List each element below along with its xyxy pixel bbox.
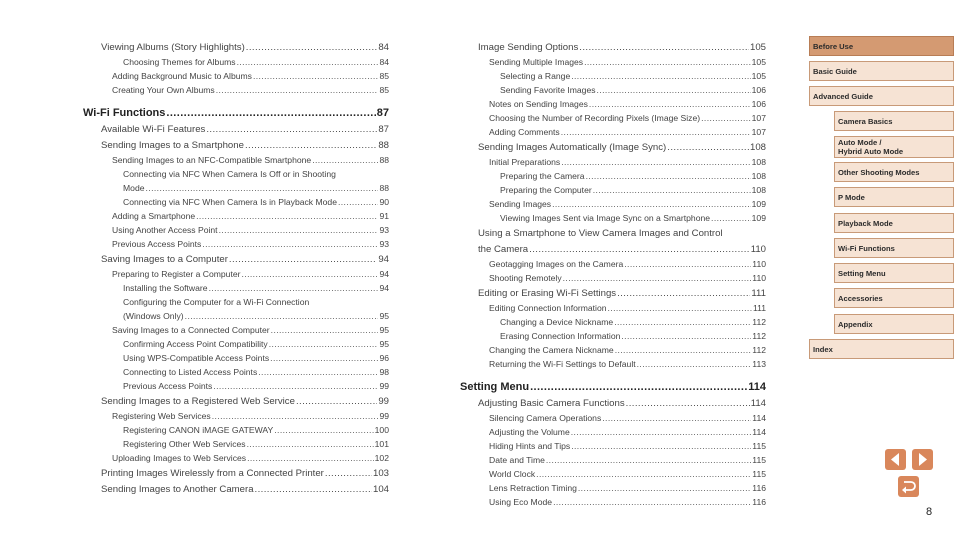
toc-page-number: 108	[749, 142, 766, 153]
toc-entry[interactable]	[83, 337, 389, 351]
toc-leader-dots	[571, 439, 751, 453]
toc-page-number: 95	[379, 311, 389, 321]
toc-entry-title: Selecting a Range	[500, 71, 571, 81]
toc-leader-dots	[561, 125, 751, 139]
toc-entry[interactable]	[460, 315, 766, 329]
toc-entry-title: Lens Retraction Timing	[489, 483, 577, 493]
nav-label: P Mode	[838, 192, 865, 202]
toc-entry[interactable]	[83, 83, 389, 97]
toc-entry-title: Uploading Images to Web Services	[112, 453, 247, 463]
toc-entry[interactable]	[460, 357, 766, 371]
toc-page-number: 106	[751, 99, 766, 109]
toc-leader-dots	[602, 411, 751, 425]
toc-entry[interactable]	[460, 125, 766, 139]
toc-entry-title: Printing Images Wirelessly from a Connected Printer	[101, 468, 324, 479]
toc-entry-title: Sending Images to a Registered Web Service	[101, 396, 295, 407]
toc-leader-dots	[667, 141, 749, 155]
toc-leader-dots	[166, 105, 375, 121]
toc-page-number: 95	[379, 325, 389, 335]
toc-entry[interactable]	[460, 139, 766, 155]
toc-entry-title: Configuring the Computer for a Wi-Fi Connection	[123, 297, 310, 307]
toc-entry[interactable]	[460, 83, 766, 97]
toc-entry[interactable]	[460, 241, 766, 257]
toc-entry-title: Installing the Software	[123, 283, 208, 293]
toc-entry[interactable]	[83, 121, 389, 137]
nav-auto-mode[interactable]	[834, 136, 954, 158]
toc-entry[interactable]	[83, 409, 389, 423]
nav-label: Basic Guide	[813, 66, 857, 76]
toc-page-number: 85	[379, 85, 389, 95]
toc-entry-title: Adjusting Basic Camera Functions	[478, 398, 625, 409]
toc-page-number: 115	[752, 455, 766, 465]
toc-entry[interactable]	[83, 423, 389, 437]
toc-entry[interactable]	[83, 309, 389, 323]
toc-entry-title: Preparing to Register a Computer	[112, 269, 241, 279]
toc-page-number: 115	[752, 441, 766, 451]
toc-entry-title: Mode	[123, 183, 145, 193]
toc-page-number: 94	[379, 283, 389, 293]
toc-entry[interactable]	[83, 209, 389, 223]
toc-entry[interactable]	[460, 343, 766, 357]
toc-leader-dots	[589, 97, 751, 111]
toc-leader-dots	[621, 329, 751, 343]
toc-entry[interactable]	[83, 481, 389, 497]
toc-leader-dots	[271, 323, 379, 337]
toc-entry[interactable]	[460, 395, 766, 411]
toc-entry-title: Setting Menu	[460, 381, 530, 393]
toc-entry-title: Date and Time	[489, 455, 545, 465]
toc-entry[interactable]	[460, 39, 766, 55]
toc-entry-title: Viewing Images Sent via Image Sync on a Smartphone	[500, 213, 711, 223]
toc-page-number: 88	[379, 155, 389, 165]
toc-page-number: 114	[750, 398, 766, 409]
toc-page-number: 102	[374, 453, 389, 463]
toc-leader-dots	[246, 41, 378, 55]
toc-page-number: 87	[378, 124, 389, 135]
toc-page-number: 104	[372, 484, 389, 495]
toc-entry-title: Creating Your Own Albums	[112, 85, 215, 95]
nav-accessories[interactable]	[834, 288, 954, 308]
toc-page-number: 101	[374, 439, 389, 449]
toc-entry[interactable]	[83, 379, 389, 393]
toc-entry[interactable]	[460, 197, 766, 211]
arrow-left-icon	[885, 449, 906, 470]
toc-entry-title: Silencing Camera Operations	[489, 413, 602, 423]
toc-leader-dots	[626, 397, 750, 411]
toc-entry[interactable]	[83, 465, 389, 481]
toc-page-number: 93	[379, 225, 389, 235]
toc-entry-title: Sending Images	[489, 199, 552, 209]
toc-entry-title: Returning the Wi-Fi Settings to Default	[489, 359, 636, 369]
toc-entry-title: Registering CANON iMAGE GATEWAY	[123, 425, 274, 435]
toc-page-number: 108	[751, 171, 766, 181]
toc-page-number: 112	[752, 317, 766, 327]
toc-entry[interactable]	[83, 323, 389, 337]
toc-entry[interactable]	[460, 97, 766, 111]
toc-entry[interactable]	[83, 351, 389, 365]
toc-leader-dots	[579, 41, 749, 55]
toc-leader-dots	[255, 483, 372, 497]
nav-label: Accessories	[838, 293, 883, 303]
toc-leader-dots	[614, 315, 751, 329]
toc-page-number: 112	[752, 345, 766, 355]
toc-leader-dots	[571, 425, 752, 439]
toc-entry-title: Using WPS-Compatible Access Points	[123, 353, 270, 363]
toc-entry[interactable]	[83, 55, 389, 69]
nav-label: Wi-Fi Functions	[838, 243, 895, 253]
toc-page-number: 91	[379, 211, 389, 221]
nav-wifi-functions[interactable]	[834, 238, 954, 258]
nav-label: Playback Mode	[838, 218, 893, 228]
toc-entry-title: Using a Smartphone to View Camera Images and Control	[478, 228, 723, 239]
toc-entry-title: Connecting via NFC When Camera Is Off or in Shooting	[123, 169, 336, 179]
toc-entry-title: Changing the Camera Nickname	[489, 345, 614, 355]
toc-page-number: 116	[752, 497, 766, 507]
toc-page-number: 87	[376, 107, 389, 119]
toc-entry-title: Editing or Erasing Wi-Fi Settings	[478, 288, 617, 299]
toc-left-column	[83, 39, 389, 497]
toc-entry[interactable]	[83, 69, 389, 83]
toc-leader-dots	[216, 83, 379, 97]
toc-entry-title: Changing a Device Nickname	[500, 317, 614, 327]
toc-leader-dots	[578, 481, 751, 495]
toc-entry-title: Editing Connection Information	[489, 303, 607, 313]
nav-before-use[interactable]	[809, 36, 954, 56]
toc-entry-title: Registering Other Web Services	[123, 439, 246, 449]
toc-page-number: 109	[751, 213, 766, 223]
toc-leader-dots	[146, 181, 379, 195]
toc-entry-title: Using Another Access Point	[112, 225, 218, 235]
toc-leader-dots	[196, 209, 378, 223]
toc-entry-title: the Camera	[478, 244, 529, 255]
toc-page-number: 84	[378, 42, 389, 53]
toc-entry[interactable]	[83, 39, 389, 55]
toc-entry[interactable]	[460, 411, 766, 425]
nav-p-mode[interactable]	[834, 187, 954, 207]
toc-page-number: 110	[750, 244, 766, 255]
toc-entry[interactable]	[460, 257, 766, 271]
toc-entry[interactable]	[460, 467, 766, 481]
toc-entry[interactable]	[460, 183, 766, 197]
toc-entry[interactable]	[83, 137, 389, 153]
toc-entry[interactable]	[460, 329, 766, 343]
toc-entry-title: Wi-Fi Functions	[83, 107, 166, 119]
toc-page-number: 114	[752, 413, 766, 423]
toc-leader-dots	[185, 309, 379, 323]
toc-page-number: 110	[752, 259, 766, 269]
toc-page-number: 94	[379, 269, 389, 279]
toc-page-number: 84	[379, 57, 389, 67]
toc-page-number: 103	[372, 468, 389, 479]
toc-entry[interactable]	[460, 69, 766, 83]
toc-entry-title: Using Eco Mode	[489, 497, 553, 507]
toc-entry-title: Hiding Hints and Tips	[489, 441, 571, 451]
toc-entry[interactable]	[83, 101, 389, 121]
toc-page-number: 99	[378, 396, 389, 407]
toc-page-number: 105	[749, 42, 766, 53]
toc-leader-dots	[338, 195, 378, 209]
toc-leader-dots	[245, 139, 377, 153]
next-page-button[interactable]	[912, 449, 933, 470]
nav-label: Other Shooting Modes	[838, 167, 920, 177]
toc-leader-dots	[546, 453, 751, 467]
toc-entry-title: Sending Multiple Images	[489, 57, 584, 67]
return-button[interactable]	[898, 476, 919, 497]
page-number: 8	[926, 506, 933, 518]
nav-label: Index	[813, 344, 833, 354]
toc-page-number: 113	[752, 359, 766, 369]
toc-entry-title: Choosing the Number of Recording Pixels (Image Size)	[489, 113, 701, 123]
toc-entry[interactable]	[460, 495, 766, 509]
toc-page-number: 96	[379, 353, 389, 363]
toc-leader-dots	[213, 379, 378, 393]
toc-entry-title: Viewing Albums (Story Highlights)	[101, 42, 245, 53]
toc-entry[interactable]	[460, 111, 766, 125]
toc-page-number: 94	[378, 254, 389, 265]
toc-entry	[83, 295, 389, 309]
toc-page-number: 99	[379, 381, 389, 391]
toc-leader-dots	[597, 83, 751, 97]
toc-leader-dots	[258, 365, 378, 379]
toc-page-number: 90	[379, 197, 389, 207]
toc-entry[interactable]	[460, 155, 766, 169]
toc-page-number: 93	[379, 239, 389, 249]
toc-page-number: 105	[751, 71, 766, 81]
toc-entry-title: Initial Preparations	[489, 157, 561, 167]
toc-entry[interactable]	[83, 223, 389, 237]
toc-entry[interactable]	[460, 169, 766, 183]
toc-page-number: 85	[379, 71, 389, 81]
toc-leader-dots	[615, 343, 752, 357]
toc-entry-title: Previous Access Points	[112, 239, 202, 249]
toc-entry[interactable]	[460, 271, 766, 285]
toc-entry-title: Adding a Smartphone	[112, 211, 196, 221]
toc-entry[interactable]	[460, 375, 766, 395]
toc-page-number: 107	[751, 127, 766, 137]
toc-leader-dots	[536, 467, 751, 481]
toc-page-number: 99	[379, 411, 389, 421]
toc-entry-title: Sending Images to an NFC-Compatible Smartphone	[112, 155, 312, 165]
nav-setting-menu[interactable]	[834, 263, 954, 283]
toc-leader-dots	[701, 111, 751, 125]
toc-page-number: 114	[748, 381, 766, 393]
toc-leader-dots	[206, 123, 377, 137]
toc-leader-dots	[586, 169, 751, 183]
toc-entry-title: Adding Comments	[489, 127, 560, 137]
toc-leader-dots	[312, 153, 378, 167]
toc-entry-title: Adjusting the Volume	[489, 427, 570, 437]
toc-leader-dots	[552, 197, 751, 211]
toc-leader-dots	[242, 267, 379, 281]
toc-page-number: 111	[751, 288, 766, 299]
toc-leader-dots	[529, 243, 750, 257]
toc-leader-dots	[202, 237, 378, 251]
toc-entry-title: Sending Images to Another Camera	[101, 484, 254, 495]
toc-entry-title: Adding Background Music to Albums	[112, 71, 252, 81]
toc-leader-dots	[593, 183, 751, 197]
toc-page-number: 106	[751, 85, 766, 95]
toc-entry-title: Connecting to Listed Access Points	[123, 367, 258, 377]
toc-leader-dots	[247, 451, 374, 465]
nav-label: Setting Menu	[838, 268, 886, 278]
toc-page-number: 107	[751, 113, 766, 123]
toc-leader-dots	[237, 55, 379, 69]
toc-leader-dots	[296, 395, 377, 409]
toc-page-number: 109	[751, 199, 766, 209]
nav-label: Hybrid Auto Mode	[838, 147, 904, 156]
toc-page-number: 98	[379, 367, 389, 377]
toc-entry[interactable]	[460, 211, 766, 225]
toc-entry[interactable]	[460, 453, 766, 467]
toc-entry	[460, 225, 766, 241]
nav-label: Auto Mode /	[838, 138, 882, 147]
nav-label: Camera Basics	[838, 116, 893, 126]
toc-page-number: 112	[752, 331, 766, 341]
toc-leader-dots	[274, 423, 373, 437]
toc-entry-title: Geotagging Images on the Camera	[489, 259, 624, 269]
toc-entry[interactable]	[83, 365, 389, 379]
return-icon	[898, 476, 919, 497]
toc-leader-dots	[584, 55, 751, 69]
toc-page-number: 114	[752, 427, 766, 437]
toc-entry-title: World Clock	[489, 469, 536, 479]
toc-leader-dots	[247, 437, 374, 451]
toc-leader-dots	[530, 379, 747, 395]
toc-entry-title: Notes on Sending Images	[489, 99, 588, 109]
nav-label: Advanced Guide	[813, 91, 873, 101]
toc-entry[interactable]	[83, 267, 389, 281]
toc-leader-dots	[553, 495, 751, 509]
toc-entry[interactable]	[83, 437, 389, 451]
toc-leader-dots	[608, 301, 752, 315]
toc-page-number: 88	[379, 183, 389, 193]
toc-leader-dots	[269, 337, 379, 351]
toc-entry-title: Choosing Themes for Albums	[123, 57, 236, 67]
toc-page-number: 95	[379, 339, 389, 349]
toc-page-number: 108	[751, 185, 766, 195]
toc-entry	[83, 167, 389, 181]
toc-entry-title: Confirming Access Point Compatibility	[123, 339, 268, 349]
toc-entry-title: Sending Images Automatically (Image Sync)	[478, 142, 667, 153]
toc-leader-dots	[561, 155, 750, 169]
toc-page-number: 100	[374, 425, 389, 435]
toc-entry-title: Erasing Connection Information	[500, 331, 621, 341]
toc-entry[interactable]	[83, 195, 389, 209]
toc-entry[interactable]	[460, 439, 766, 453]
toc-entry-title: Shooting Remotely	[489, 273, 562, 283]
toc-entry-title: Preparing the Computer	[500, 185, 592, 195]
toc-leader-dots	[229, 253, 377, 267]
toc-page-number: 110	[752, 273, 766, 283]
nav-camera-basics[interactable]	[834, 111, 954, 131]
toc-entry-title: Saving Images to a Connected Computer	[112, 325, 270, 335]
toc-right-column	[460, 39, 766, 509]
toc-leader-dots	[270, 351, 378, 365]
toc-page-number: 115	[752, 469, 766, 479]
toc-entry[interactable]	[83, 451, 389, 465]
toc-leader-dots	[571, 69, 750, 83]
nav-label: Before Use	[813, 41, 854, 51]
toc-page-number: 116	[752, 483, 766, 493]
toc-entry-title: (Windows Only)	[123, 311, 184, 321]
toc-leader-dots	[253, 69, 378, 83]
toc-entry[interactable]	[83, 251, 389, 267]
toc-page-number: 105	[751, 57, 766, 67]
toc-leader-dots	[219, 223, 379, 237]
toc-entry-title: Available Wi-Fi Features	[101, 124, 206, 135]
nav-appendix[interactable]	[834, 314, 954, 334]
toc-leader-dots	[637, 357, 752, 371]
toc-leader-dots	[209, 281, 379, 295]
toc-leader-dots	[624, 257, 751, 271]
toc-entry[interactable]	[460, 481, 766, 495]
toc-entry[interactable]	[83, 153, 389, 167]
toc-entry[interactable]	[460, 285, 766, 301]
nav-basic-guide[interactable]	[809, 61, 954, 81]
toc-entry-title: Previous Access Points	[123, 381, 213, 391]
toc-leader-dots	[325, 467, 372, 481]
toc-entry[interactable]	[83, 393, 389, 409]
toc-entry-title: Preparing the Camera	[500, 171, 585, 181]
toc-leader-dots	[212, 409, 379, 423]
nav-index[interactable]	[809, 339, 954, 359]
toc-entry[interactable]	[460, 55, 766, 69]
toc-entry[interactable]	[460, 301, 766, 315]
toc-entry[interactable]	[83, 281, 389, 295]
toc-entry-title: Connecting via NFC When Camera Is in Playback Mode	[123, 197, 337, 207]
toc-entry[interactable]	[460, 425, 766, 439]
toc-leader-dots	[563, 271, 752, 285]
toc-entry-title: Saving Images to a Computer	[101, 254, 228, 265]
nav-advanced-guide[interactable]	[809, 86, 954, 106]
prev-page-button[interactable]	[885, 449, 906, 470]
toc-entry[interactable]	[83, 181, 389, 195]
nav-label: Appendix	[838, 319, 873, 329]
nav-other-shooting-modes[interactable]	[834, 162, 954, 182]
toc-page-number: 111	[752, 303, 766, 313]
toc-entry-title: Image Sending Options	[478, 42, 579, 53]
nav-playback-mode[interactable]	[834, 213, 954, 233]
toc-leader-dots	[617, 287, 750, 301]
toc-leader-dots	[711, 211, 751, 225]
toc-page-number: 88	[378, 140, 389, 151]
toc-page-number: 108	[751, 157, 766, 167]
toc-entry-title: Sending Favorite Images	[500, 85, 596, 95]
toc-entry[interactable]	[83, 237, 389, 251]
toc-entry-title: Sending Images to a Smartphone	[101, 140, 244, 151]
toc-entry-title: Registering Web Services	[112, 411, 211, 421]
arrow-right-icon	[912, 449, 933, 470]
